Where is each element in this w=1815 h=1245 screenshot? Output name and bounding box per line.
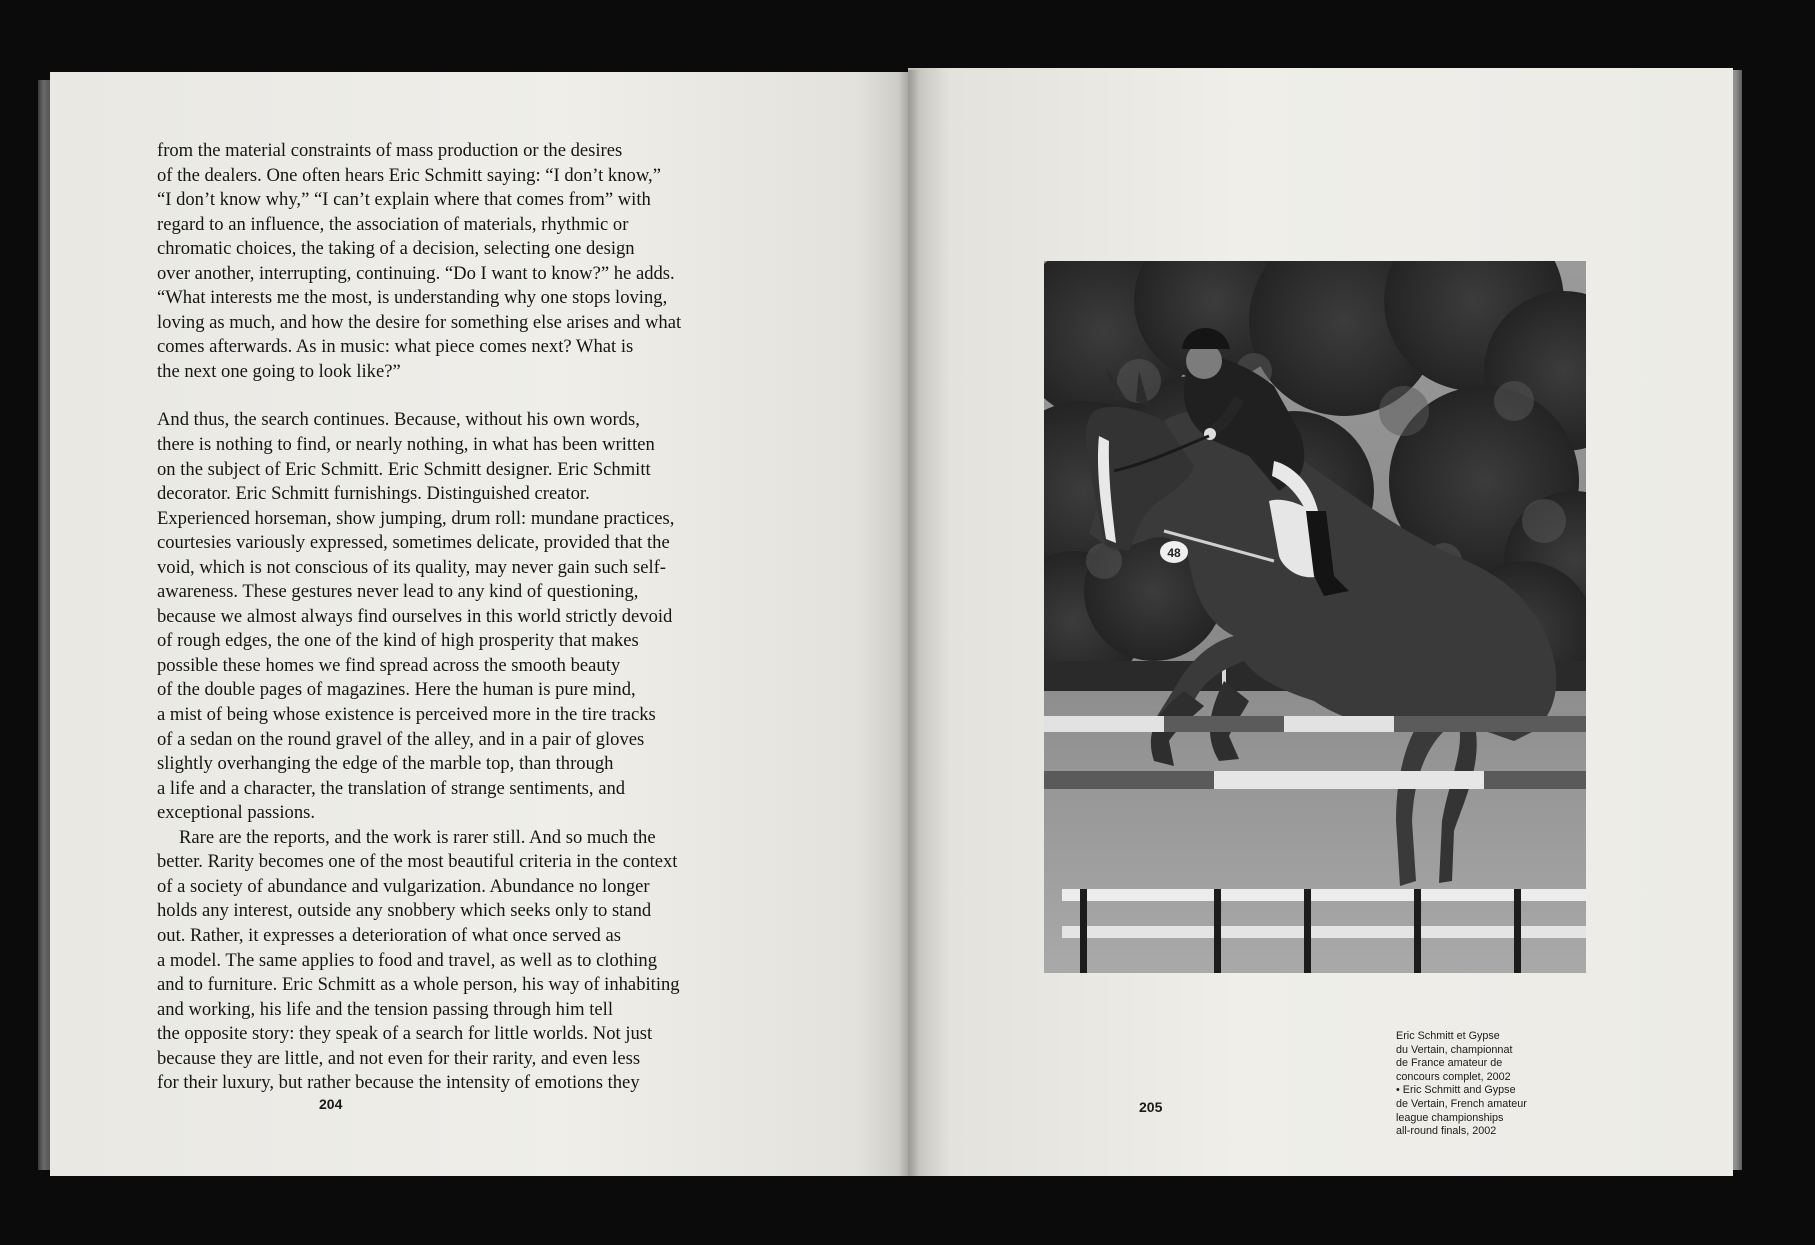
text-line: of the dealers. One often hears Eric Schmitt saying: “I don’t know,” <box>157 164 661 186</box>
bib-number: 48 <box>1167 546 1181 560</box>
caption-line: league championships <box>1396 1111 1504 1124</box>
caption-line: de France amateur de <box>1396 1057 1503 1070</box>
text-line: And thus, the search continues. Because, without his own words, <box>157 409 640 431</box>
text-line: of a sedan on the round gravel of the alley, and in a pair of gloves <box>157 728 645 750</box>
text-line: holds any interest, outside any snobbery which seeks only to stand <box>157 900 652 922</box>
text-line: on the subject of Eric Schmitt. Eric Schmitt designer. Eric Schmitt <box>157 458 651 480</box>
caption-line: de Vertain, French amateur <box>1396 1097 1527 1110</box>
caption-line: concours complet, 2002 <box>1396 1070 1511 1083</box>
text-line: chromatic choices, the taking of a decision, selecting one design <box>157 238 635 260</box>
photo-caption <box>1396 1030 1546 1139</box>
caption-line: du Vertain, championnat <box>1396 1043 1513 1056</box>
text-line: a mist of being whose existence is perceived more in the tire tracks <box>157 704 656 726</box>
text-line <box>157 384 717 408</box>
text-line: slightly overhanging the edge of the marble top, than through <box>157 753 614 775</box>
text-line: from the material constraints of mass production or the desires <box>157 140 623 161</box>
page-number-right: 205 <box>1139 1099 1163 1115</box>
text-line: there is nothing to find, or nearly nothing, in what has been written <box>157 434 655 456</box>
text-line: loving as much, and how the desire for something else arises and what <box>157 311 682 333</box>
text-line: and to furniture. Eric Schmitt as a whole person, his way of inhabiting <box>157 974 680 996</box>
text-line: of the double pages of magazines. Here the human is pure mind, <box>157 679 636 701</box>
text-line: over another, interrupting, continuing. “Do I want to know?” he adds. <box>157 262 675 284</box>
body-text <box>157 139 717 1096</box>
text-line: out. Rather, it expresses a deterioration of what once served as <box>157 924 621 946</box>
text-line: because we almost always find ourselves in this world strictly devoid <box>157 605 673 627</box>
text-line: void, which is not conscious of its quality, may never gain such self- <box>157 556 666 578</box>
text-line: “What interests me the most, is understanding why one stops loving, <box>157 287 668 309</box>
text-line: possible these homes we find spread across the smooth beauty <box>157 654 621 676</box>
text-line: of a society of abundance and vulgarization. Abundance no longer <box>157 875 650 897</box>
caption-line: all-round finals, 2002 <box>1396 1125 1497 1138</box>
book-gutter <box>898 70 920 1176</box>
text-line: courtesies variously expressed, sometimes delicate, provided that the <box>157 532 670 554</box>
page-number-left: 204 <box>319 1096 343 1112</box>
text-line: exceptional passions. <box>157 802 316 824</box>
text-line: because they are little, and not even for their rarity, and even less <box>157 1047 641 1069</box>
text-line: regard to an influence, the association of materials, rhythmic or <box>157 213 629 235</box>
text-line: the next one going to look like?” <box>157 360 401 382</box>
text-line: decorator. Eric Schmitt furnishings. Distinguished creator. <box>157 483 590 505</box>
text-line: Experienced horseman, show jumping, drum roll: mundane practices, <box>157 507 675 529</box>
text-line: a model. The same applies to food and travel, as well as to clothing <box>157 949 658 971</box>
text-line: and working, his life and the tension passing through him tell <box>157 998 614 1020</box>
text-line: better. Rarity becomes one of the most beautiful criteria in the context <box>157 851 678 873</box>
text-line: a life and a character, the translation of strange sentiments, and <box>157 777 626 799</box>
text-line: awareness. These gestures never lead to any kind of questioning, <box>157 581 639 603</box>
text-line: of rough edges, the one of the kind of high prosperity that makes <box>157 630 639 652</box>
caption-line: Eric Schmitt et Gypse <box>1396 1030 1500 1042</box>
text-line: Rare are the reports, and the work is rarer still. And so much the <box>179 826 656 848</box>
text-line: for their luxury, but rather because the intensity of emotions they <box>157 1072 640 1094</box>
caption-line: • Eric Schmitt and Gypse <box>1396 1084 1516 1097</box>
text-line: comes afterwards. As in music: what piece comes next? What is <box>157 336 634 358</box>
text-line: “I don’t know why,” “I can’t explain where that comes from” with <box>157 189 651 211</box>
photo-horse-jumping <box>1044 261 1586 973</box>
text-line: the opposite story: they speak of a search for little worlds. Not just <box>157 1023 653 1045</box>
